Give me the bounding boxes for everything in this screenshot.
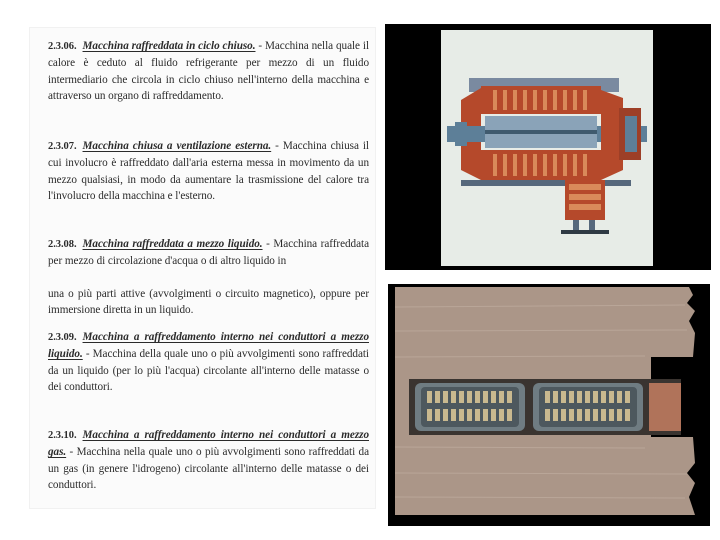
- entry-paragraph: [48, 236, 369, 270]
- entry-2-3-07: [48, 138, 369, 205]
- entry-number: 2.3.08.: [48, 239, 77, 250]
- entry-paragraph: [48, 329, 369, 396]
- entry-body: - Macchina chiusa il cui involucro è raffreddato dall'aria esterna messa in movimento da un mezzo qualsiasi, in modo da aumentare la trasmissione del calore tra l'involucro della macchina e l'esterno.: [48, 140, 369, 203]
- entry-body: - Macchina nella quale il calore è ceduto al fluido refrigerante per mezzo di un fluido intermediario che circola in ciclo chiuso nell'interno della macchina e attraverso un organo di raffreddamento.: [48, 40, 370, 103]
- entry-number: 2.3.07.: [48, 141, 77, 152]
- entry-body: - Macchina nella quale uno o più avvolgimenti sono raffreddati da un gas (in genere l'idrogeno) circolante all'interno delle matasse o dei conduttori.: [48, 446, 369, 492]
- entry-paragraph: una o più parti attive (avvolgimenti o circuito magnetico), oppure per immersione diretta in un liquido.: [48, 288, 369, 317]
- entry-2-3-08: [48, 236, 369, 270]
- machine-cutaway-photo: [385, 24, 711, 270]
- stator-slot-drawing: [395, 287, 701, 521]
- entry-number: 2.3.10.: [48, 430, 77, 441]
- entry-number: 2.3.06.: [48, 41, 77, 52]
- entry-title: Macchina raffreddata in ciclo chiuso.: [82, 40, 256, 52]
- entry-title: Macchina raffreddata a mezzo liquido.: [82, 238, 263, 250]
- entry-paragraph: [48, 427, 369, 494]
- entry-paragraph: [48, 138, 369, 205]
- entry-2-3-08-continuation: [48, 286, 369, 319]
- stator-slot-photo: [388, 284, 710, 526]
- entry-body: - Macchina della quale uno o più avvolgimenti sono raffreddati da un liquido (per lo più l'acqua) circolante all'interno delle matasse o dei conduttori.: [48, 348, 369, 394]
- entry-2-3-10: [48, 427, 369, 494]
- entry-2-3-06: [48, 38, 369, 105]
- document-page: [30, 28, 375, 508]
- entry-body: - Macchina raffreddata per mezzo di circolazione d'acqua o di altro liquido in: [48, 238, 369, 268]
- entry-number: 2.3.09.: [48, 332, 77, 343]
- entry-2-3-09: [48, 329, 369, 396]
- entry-title: Macchina chiusa a ventilazione esterna.: [82, 140, 272, 152]
- machine-cutaway-drawing: [441, 30, 653, 266]
- entry-paragraph: [48, 38, 369, 105]
- entry-title: Macchina a raffreddamento interno nei conduttori a mezzo gas.: [48, 429, 369, 459]
- entry-title: Macchina a raffreddamento interno nei conduttori a mezzo liquido.: [48, 331, 369, 361]
